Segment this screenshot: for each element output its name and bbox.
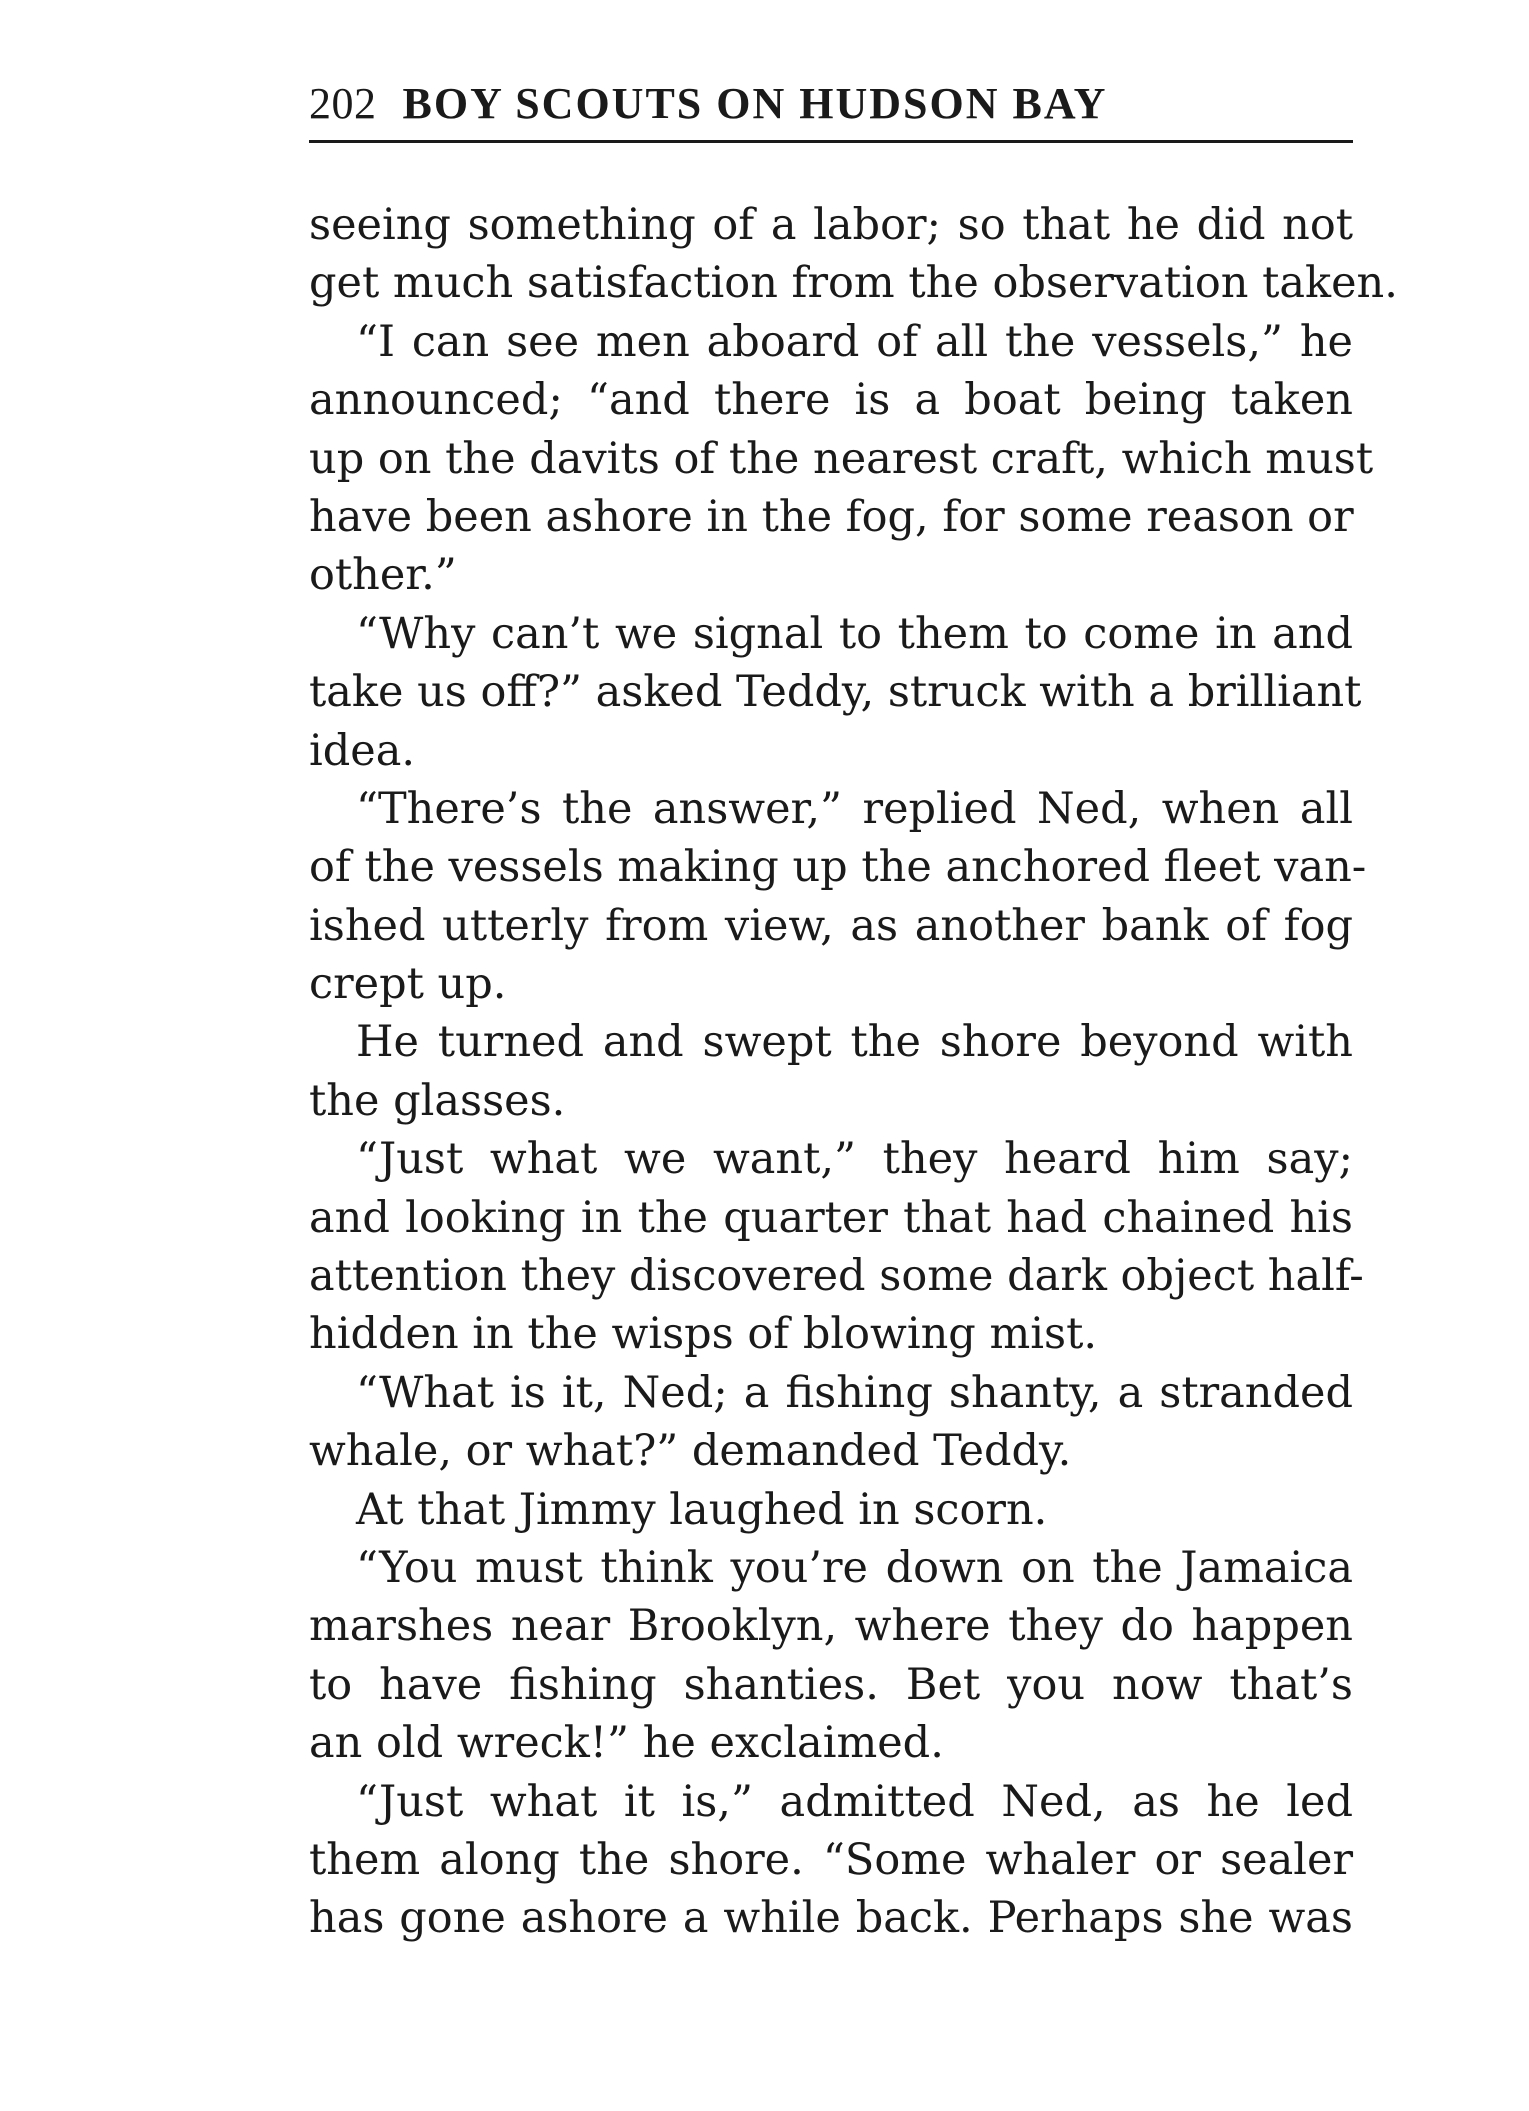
text-line: seeing something of a labor; so that he did not — [309, 200, 1353, 250]
text-line: At that Jimmy laughed in scorn. — [356, 1484, 1048, 1535]
text-line: other.” — [309, 550, 457, 601]
text-line: “Why can’t we signal to them to come in and — [356, 608, 1353, 659]
text-line: and looking in the quarter that had chained his — [309, 1192, 1353, 1243]
text-line: take us off?” asked Teddy, struck with a brilliant — [309, 667, 1362, 718]
text-line: marshes near Brooklyn, where they do happen — [309, 1601, 1353, 1652]
text-line: “What is it, Ned; a fishing shanty, a stranded — [356, 1367, 1353, 1418]
text-line: idea. — [309, 725, 416, 776]
body-text — [309, 196, 1398, 1948]
text-line: hidden in the wisps of blowing mist. — [309, 1309, 1098, 1360]
text-line: “I can see men aboard of all the vessels,” he — [356, 316, 1353, 367]
text-line: them along the shore. “Some whaler or sealer — [309, 1834, 1353, 1885]
text-line: “Just what we want,” they heard him say; — [356, 1134, 1353, 1185]
text-line: attention they discovered some dark object half- — [309, 1251, 1364, 1302]
text-line: “You must think you’re down on the Jamaica — [356, 1542, 1353, 1593]
text-line: of the vessels making up the anchored fleet van- — [309, 842, 1367, 893]
page-number: 202 — [309, 79, 377, 128]
text-line: “There’s the answer,” replied Ned, when all — [356, 783, 1353, 834]
text-line: have been ashore in the fog, for some reason or — [309, 491, 1354, 542]
text-line: up on the davits of the nearest craft, which must — [309, 433, 1374, 484]
text-line: He turned and swept the shore beyond with — [356, 1017, 1353, 1068]
text-line: ished utterly from view, as another bank of fog — [309, 900, 1353, 951]
text-line: the glasses. — [309, 1075, 566, 1126]
text-line: get much satisfaction from the observation taken. — [309, 258, 1398, 309]
running-head — [309, 79, 1353, 143]
text-line: crept up. — [309, 959, 507, 1010]
book-title: BOY SCOUTS ON HUDSON BAY — [402, 79, 1108, 128]
text-line: announced; “and there is a boat being taken — [309, 375, 1353, 426]
text-line: has gone ashore a while back. Perhaps she was — [309, 1893, 1353, 1944]
text-line: “Just what it is,” admitted Ned, as he led — [356, 1776, 1353, 1827]
text-line: whale, or what?” demanded Teddy. — [309, 1426, 1072, 1477]
text-line: to have fishing shanties. Bet you now that’s — [309, 1659, 1353, 1710]
text-line: an old wreck!” he exclaimed. — [309, 1718, 944, 1769]
